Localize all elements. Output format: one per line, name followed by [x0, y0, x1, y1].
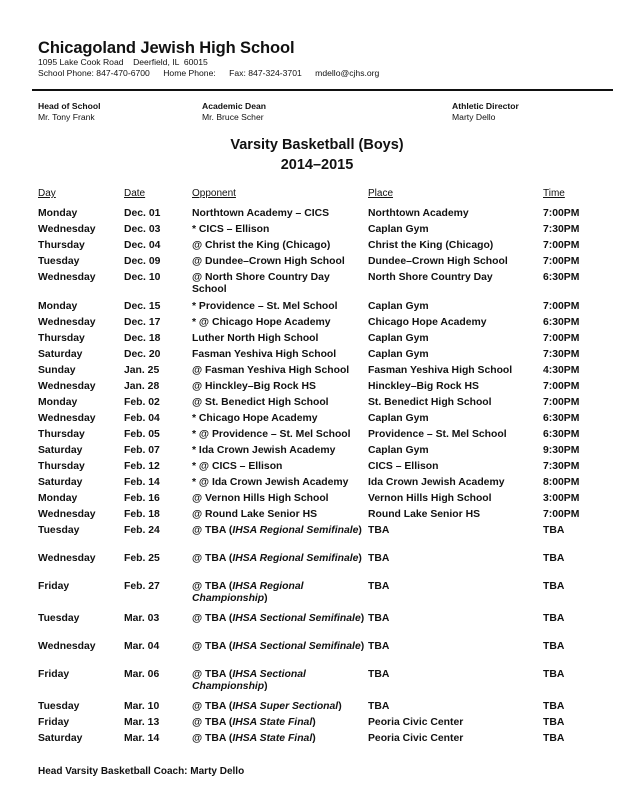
- cell-place: Vernon Hills High School: [368, 493, 492, 504]
- cell-opponent: * @ Chicago Hope Academy: [192, 317, 331, 328]
- cell-date: Dec. 09: [124, 256, 161, 267]
- cell-day: Tuesday: [38, 613, 80, 624]
- cell-date: Dec. 01: [124, 208, 161, 219]
- ihsa-round-label: IHSA Regional Semifinale: [232, 525, 359, 536]
- cell-day: Wednesday: [38, 553, 96, 564]
- cell-day: Tuesday: [38, 701, 80, 712]
- cell-opponent: @ TBA (IHSA Sectional Semifinale): [192, 613, 365, 624]
- schedule-title: Varsity Basketball (Boys): [230, 137, 404, 153]
- cell-date: Dec. 10: [124, 272, 161, 283]
- cell-date: Feb. 16: [124, 493, 160, 504]
- cell-time: TBA: [543, 641, 565, 652]
- header-divider: [32, 89, 613, 91]
- cell-place: Chicago Hope Academy: [368, 317, 487, 328]
- cell-time: TBA: [543, 581, 565, 592]
- column-header-opponent: Opponent: [192, 188, 236, 199]
- cell-day: Wednesday: [38, 224, 96, 235]
- cell-place: North Shore Country Day: [368, 272, 493, 283]
- cell-place: Caplan Gym: [368, 349, 429, 360]
- staff-academic-dean: [202, 101, 266, 122]
- ihsa-round-label: IHSA Super Sectional: [232, 701, 339, 712]
- cell-day: Tuesday: [38, 256, 80, 267]
- cell-time: 7:00PM: [543, 301, 580, 312]
- column-header-day: Day: [38, 188, 56, 199]
- head-coach: Head Varsity Basketball Coach: Marty Dello: [38, 766, 245, 777]
- staff-role: Academic Dean: [202, 101, 267, 111]
- cell-day: Saturday: [38, 477, 83, 488]
- ihsa-round-label: IHSA Sectional Championship: [192, 669, 306, 692]
- cell-time: 7:00PM: [543, 240, 580, 251]
- cell-date: Feb. 07: [124, 445, 160, 456]
- cell-date: Mar. 04: [124, 641, 160, 652]
- cell-opponent: * @ CICS – Ellison: [192, 461, 283, 472]
- cell-date: Feb. 27: [124, 581, 160, 592]
- cell-time: 4:30PM: [543, 365, 580, 376]
- ihsa-round-label: IHSA Sectional Semifinale: [232, 613, 361, 624]
- contact-line: [38, 68, 390, 78]
- cell-place: TBA: [368, 669, 390, 680]
- column-header-date: Date: [124, 188, 146, 199]
- cell-time: TBA: [543, 669, 565, 680]
- cell-date: Feb. 02: [124, 397, 160, 408]
- cell-date: Feb. 24: [124, 525, 160, 536]
- fax-number: Fax: 847-324-3701: [229, 68, 302, 78]
- cell-place: Christ the King (Chicago): [368, 240, 494, 251]
- cell-opponent: @ TBA (IHSA Regional Semifinale): [192, 525, 362, 536]
- cell-day: Friday: [38, 581, 70, 592]
- staff-name: Marty Dello: [452, 111, 496, 122]
- cell-day: Monday: [38, 208, 78, 219]
- cell-place: Caplan Gym: [368, 413, 429, 424]
- cell-opponent: * Chicago Hope Academy: [192, 413, 318, 424]
- cell-opponent: @ TBA (IHSA Sectional Championship): [192, 669, 306, 692]
- column-header-time: Time: [543, 188, 565, 199]
- cell-place: Providence – St. Mel School: [368, 429, 507, 440]
- cell-date: Feb. 05: [124, 429, 160, 440]
- cell-place: Caplan Gym: [368, 224, 429, 235]
- cell-date: Feb. 18: [124, 509, 160, 520]
- cell-day: Wednesday: [38, 381, 96, 392]
- cell-place: Ida Crown Jewish Academy: [368, 477, 505, 488]
- cell-date: Feb. 25: [124, 553, 160, 564]
- cell-day: Thursday: [38, 429, 85, 440]
- staff-role: Athletic Director: [452, 101, 519, 111]
- cell-opponent: @ Christ the King (Chicago): [192, 240, 331, 251]
- cell-date: Dec. 15: [124, 301, 161, 312]
- cell-time: 7:30PM: [543, 224, 580, 235]
- cell-place: Peoria Civic Center: [368, 733, 464, 744]
- column-header-place: Place: [368, 188, 394, 199]
- cell-place: Northtown Academy: [368, 208, 469, 219]
- cell-date: Dec. 04: [124, 240, 161, 251]
- ihsa-round-label: IHSA Regional Championship: [192, 581, 304, 604]
- cell-date: Feb. 14: [124, 477, 160, 488]
- home-phone: Home Phone:: [163, 68, 216, 78]
- cell-place: Caplan Gym: [368, 301, 429, 312]
- cell-date: Feb. 12: [124, 461, 160, 472]
- cell-opponent: * @ Ida Crown Jewish Academy: [192, 477, 349, 488]
- cell-opponent: @ TBA (IHSA Regional Championship): [192, 581, 304, 604]
- ihsa-round-label: IHSA Sectional Semifinale: [232, 641, 361, 652]
- cell-day: Monday: [38, 493, 78, 504]
- cell-day: Saturday: [38, 349, 83, 360]
- cell-place: Caplan Gym: [368, 445, 429, 456]
- cell-place: Dundee–Crown High School: [368, 256, 508, 267]
- cell-opponent: @ Fasman Yeshiva High School: [192, 365, 350, 376]
- staff-name: Mr. Tony Frank: [38, 111, 95, 122]
- cell-date: Jan. 25: [124, 365, 160, 376]
- cell-time: TBA: [543, 613, 565, 624]
- cell-day: Monday: [38, 301, 78, 312]
- cell-place: TBA: [368, 701, 390, 712]
- email-address: mdello@cjhs.org: [315, 68, 380, 78]
- cell-opponent: @ Hinckley–Big Rock HS: [192, 381, 316, 392]
- cell-date: Mar. 10: [124, 701, 160, 712]
- cell-opponent: @ TBA (IHSA Super Sectional): [192, 701, 342, 712]
- cell-place: Round Lake Senior HS: [368, 509, 481, 520]
- staff-head-of-school: [38, 101, 101, 122]
- cell-day: Wednesday: [38, 641, 96, 652]
- cell-place: Fasman Yeshiva High School: [368, 365, 513, 376]
- ihsa-round-label: IHSA Regional Semifinale: [232, 553, 359, 564]
- cell-place: TBA: [368, 613, 390, 624]
- cell-place: TBA: [368, 525, 390, 536]
- cell-time: TBA: [543, 553, 565, 564]
- cell-place: Hinckley–Big Rock HS: [368, 381, 479, 392]
- cell-opponent: @ Vernon Hills High School: [192, 493, 329, 504]
- cell-date: Dec. 18: [124, 333, 161, 344]
- cell-time: 8:00PM: [543, 477, 580, 488]
- cell-opponent: @ St. Benedict High School: [192, 397, 329, 408]
- cell-day: Friday: [38, 669, 70, 680]
- cell-time: TBA: [543, 701, 565, 712]
- ihsa-round-label: IHSA State Final: [232, 717, 313, 728]
- cell-time: 9:30PM: [543, 445, 580, 456]
- cell-place: TBA: [368, 581, 390, 592]
- cell-time: 7:30PM: [543, 349, 580, 360]
- cell-time: TBA: [543, 717, 565, 728]
- cell-date: Dec. 17: [124, 317, 161, 328]
- cell-opponent: * Providence – St. Mel School: [192, 301, 338, 312]
- cell-opponent: @ Dundee–Crown High School: [192, 256, 345, 267]
- cell-date: Feb. 04: [124, 413, 160, 424]
- cell-time: TBA: [543, 733, 565, 744]
- staff-role: Head of School: [38, 101, 101, 111]
- cell-date: Mar. 03: [124, 613, 160, 624]
- cell-time: 7:00PM: [543, 256, 580, 267]
- cell-opponent: @ TBA (IHSA State Final): [192, 733, 316, 744]
- cell-day: Thursday: [38, 333, 85, 344]
- cell-time: 7:00PM: [543, 381, 580, 392]
- cell-time: 7:00PM: [543, 397, 580, 408]
- cell-time: 6:30PM: [543, 413, 580, 424]
- cell-date: Dec. 20: [124, 349, 161, 360]
- cell-day: Wednesday: [38, 509, 96, 520]
- ihsa-round-label: IHSA State Final: [232, 733, 313, 744]
- school-phone: School Phone: 847-470-6700: [38, 68, 150, 78]
- cell-opponent: * @ Providence – St. Mel School: [192, 429, 351, 440]
- staff-athletic-director: [452, 101, 519, 122]
- cell-time: 3:00PM: [543, 493, 580, 504]
- cell-opponent: @ TBA (IHSA Regional Semifinale): [192, 553, 362, 564]
- cell-time: 6:30PM: [543, 272, 580, 283]
- cell-place: St. Benedict High School: [368, 397, 492, 408]
- cell-opponent: Fasman Yeshiva High School: [192, 349, 337, 360]
- cell-place: Peoria Civic Center: [368, 717, 464, 728]
- cell-opponent: @ North Shore Country Day School: [192, 272, 330, 295]
- cell-opponent: @ Round Lake Senior HS: [192, 509, 318, 520]
- cell-time: 6:30PM: [543, 317, 580, 328]
- cell-day: Tuesday: [38, 525, 80, 536]
- cell-day: Saturday: [38, 445, 83, 456]
- cell-day: Sunday: [38, 365, 76, 376]
- cell-day: Saturday: [38, 733, 83, 744]
- cell-date: Mar. 06: [124, 669, 160, 680]
- cell-time: TBA: [543, 525, 565, 536]
- school-name: Chicagoland Jewish High School: [38, 39, 295, 57]
- cell-time: 7:00PM: [543, 208, 580, 219]
- school-address: 1095 Lake Cook Road Deerfield, IL 60015: [38, 57, 208, 67]
- cell-day: Wednesday: [38, 317, 96, 328]
- cell-place: Caplan Gym: [368, 333, 429, 344]
- cell-time: 7:30PM: [543, 461, 580, 472]
- cell-place: TBA: [368, 553, 390, 564]
- cell-day: Wednesday: [38, 272, 96, 283]
- cell-day: Wednesday: [38, 413, 96, 424]
- cell-day: Thursday: [38, 240, 85, 251]
- cell-time: 6:30PM: [543, 429, 580, 440]
- staff-name: Mr. Bruce Scher: [202, 111, 264, 122]
- cell-date: Dec. 03: [124, 224, 161, 235]
- cell-date: Mar. 13: [124, 717, 160, 728]
- cell-day: Friday: [38, 717, 70, 728]
- cell-day: Monday: [38, 397, 78, 408]
- cell-day: Thursday: [38, 461, 85, 472]
- cell-place: CICS – Ellison: [368, 461, 439, 472]
- cell-opponent: Northtown Academy – CICS: [192, 208, 330, 219]
- cell-opponent: * CICS – Ellison: [192, 224, 270, 235]
- season-label: 2014–2015: [280, 157, 354, 173]
- cell-opponent: Luther North High School: [192, 333, 319, 344]
- cell-date: Mar. 14: [124, 733, 160, 744]
- cell-time: 7:00PM: [543, 509, 580, 520]
- cell-time: 7:00PM: [543, 333, 580, 344]
- cell-date: Jan. 28: [124, 381, 160, 392]
- cell-place: TBA: [368, 641, 390, 652]
- cell-opponent: @ TBA (IHSA Sectional Semifinale): [192, 641, 365, 652]
- cell-opponent: @ TBA (IHSA State Final): [192, 717, 316, 728]
- cell-opponent: * Ida Crown Jewish Academy: [192, 445, 336, 456]
